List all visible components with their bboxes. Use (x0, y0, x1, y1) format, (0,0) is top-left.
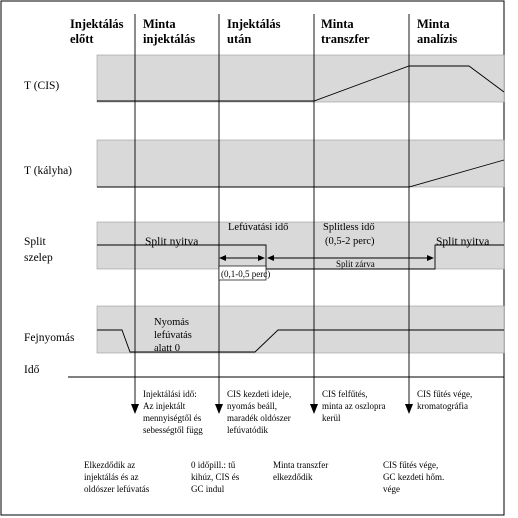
phase-3-line2: után (227, 32, 252, 46)
event-3-line2: minta az oszlopra (322, 401, 386, 411)
splitless-time-line1: Splitless idő (323, 222, 375, 233)
bottom-note-4-line3: vége (383, 484, 400, 494)
bottom-note-2-line2: kihúz, CIS és (191, 472, 240, 482)
event-3-line3: kerül (322, 413, 341, 423)
event-4-line1: CIS fűtés vége, (417, 389, 473, 399)
row-label-fejnyomas: Fejnyomás (24, 332, 75, 344)
purge-time-label: Lefúvatási idő (228, 222, 289, 233)
phase-4-line2: transzfer (321, 32, 370, 46)
event-1-line4: sebességtől függ (143, 425, 203, 435)
bottom-note-2-line3: GC indul (191, 484, 225, 494)
row-label-t-cis: T (CIS) (24, 80, 60, 92)
split-closed-label: Split zárva (336, 259, 375, 269)
phase-5-line1: Minta (417, 17, 450, 31)
row-label-ido: Idő (24, 364, 40, 376)
splitless-time-line2: (0,5-2 perc) (325, 236, 375, 247)
event-3-line1: CIS felfűtés, (322, 389, 368, 399)
bottom-note-1-line3: oldószer lefúvatás (84, 484, 150, 494)
t-kalyha-band (97, 140, 504, 187)
split-open-label-right: Split nyitva (436, 236, 490, 248)
phase-5-line2: analízis (417, 32, 458, 46)
phase-3-line1: Injektálás (227, 17, 281, 31)
phase-1-line1: Injektálás (70, 17, 124, 31)
pressure-note-line1: Nyomás (154, 317, 189, 328)
event-4-line2: kromatográfia (417, 401, 468, 411)
phase-1-line2: előtt (70, 32, 94, 46)
event-2-line3: maradék oldószer (227, 413, 291, 423)
row-label-split-1: Split (24, 236, 46, 248)
bottom-note-1-line1: Elkezdődik az (84, 460, 136, 470)
event-1-line1: Injektálási idő: (143, 389, 197, 399)
pressure-note-line2: lefúvatás (154, 330, 192, 341)
split-open-label-left: Split nyitva (145, 236, 199, 248)
bottom-note-2-line1: 0 időpill.: tű (191, 460, 236, 470)
phase-4-line1: Minta (321, 17, 354, 31)
event-2-line2: nyomás beáll, (227, 401, 277, 411)
bottom-note-4-line2: GC kezdeti hőm. (383, 472, 445, 482)
pressure-note-line3: alatt 0 (154, 343, 180, 354)
t-cis-band (97, 55, 504, 102)
bottom-note-3-line2: elkezdődik (273, 472, 313, 482)
event-2-line4: lefúvatódik (227, 425, 268, 435)
phase-2-line2: injektálás (143, 32, 196, 46)
bottom-note-4-line1: CIS fűtés vége, (383, 460, 439, 470)
bottom-note-3-line1: Minta transzfer (273, 460, 329, 470)
range-label: (0,1-0,5 perc) (221, 269, 271, 279)
row-label-split-2: szelep (24, 252, 53, 264)
event-1-line2: Az injektált (143, 401, 186, 411)
phase-2-line1: Minta (143, 17, 176, 31)
row-label-t-kalyha: T (kályha) (24, 165, 73, 177)
event-1-line3: mennyiségtől és (143, 413, 202, 423)
bottom-note-1-line2: injektálás és az (84, 472, 139, 482)
event-2-line1: CIS kezdeti ideje, (227, 389, 292, 399)
